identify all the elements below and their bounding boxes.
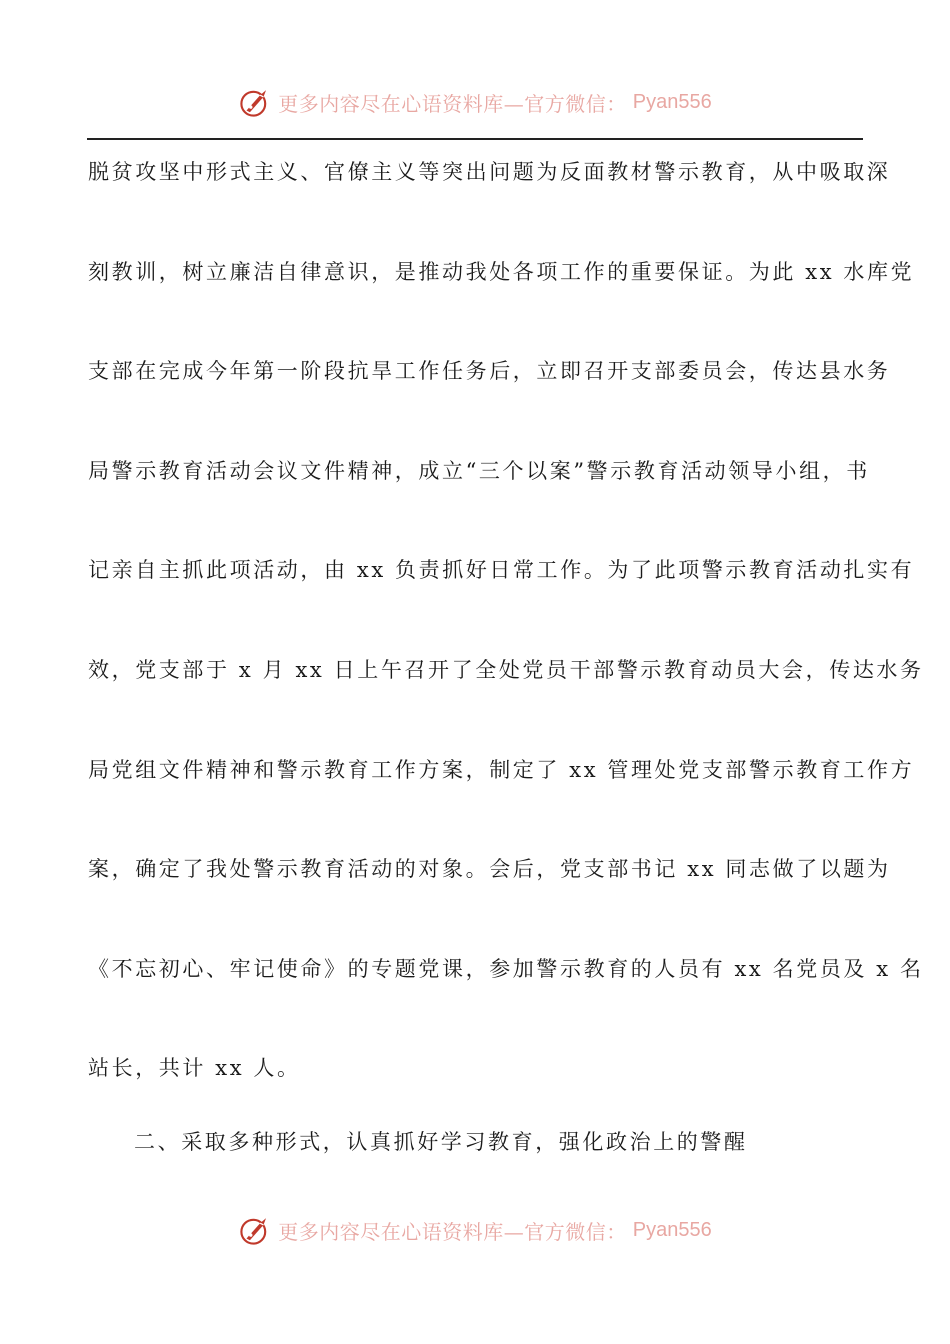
text-line: 案，确定了我处警示教育活动的对象。会后，党支部书记 xx 同志做了以题为 (88, 857, 891, 882)
watermark-wechat-id: Pyan556 (632, 90, 712, 113)
text-line: 局警示教育活动会议文件精神，成立“三个以案”警示教育活动领导小组，书 (88, 458, 870, 483)
watermark-text: 更多内容尽在心语资料库—官方微信： (278, 1219, 627, 1244)
document-body (88, 148, 924, 1144)
text-line: 站长，共计 xx 人。 (88, 1056, 301, 1081)
watermark-text: 更多内容尽在心语资料库—官方微信： (278, 91, 627, 116)
text-line: 记亲自主抓此项活动，由 xx 负责抓好日常工作。为了此项警示教育活动扎实有 (88, 558, 915, 583)
watermark-wechat-id: Pyan556 (632, 1218, 712, 1241)
pen-nib-logo-icon (238, 1213, 272, 1247)
text-line: 效，党支部于 x 月 xx 日上午召开了全处党员干部警示教育动员大会，传达水务 (88, 657, 924, 682)
footer-watermark (0, 1210, 950, 1250)
text-line: 刻教训，树立廉洁自律意识，是推动我处各项工作的重要保证。为此 xx 水库党 (88, 259, 915, 284)
header-divider (87, 138, 863, 140)
text-line: 《不忘初心、牢记使命》的专题党课，参加警示教育的人员有 xx 名党员及 x 名 (88, 956, 924, 981)
text-line: 支部在完成今年第一阶段抗旱工作任务后，立即召开支部委员会，传达县水务 (88, 359, 891, 384)
section-heading: 二、采取多种形式，认真抓好学习教育，强化政治上的警醒 (134, 1130, 748, 1154)
header-watermark (0, 82, 950, 122)
text-line: 局党组文件精神和警示教育工作方案，制定了 xx 管理处党支部警示教育工作方 (88, 757, 915, 782)
pen-nib-logo-icon (238, 85, 272, 119)
text-line: 脱贫攻坚中形式主义、官僚主义等突出问题为反面教材警示教育，从中吸取深 (88, 160, 891, 184)
